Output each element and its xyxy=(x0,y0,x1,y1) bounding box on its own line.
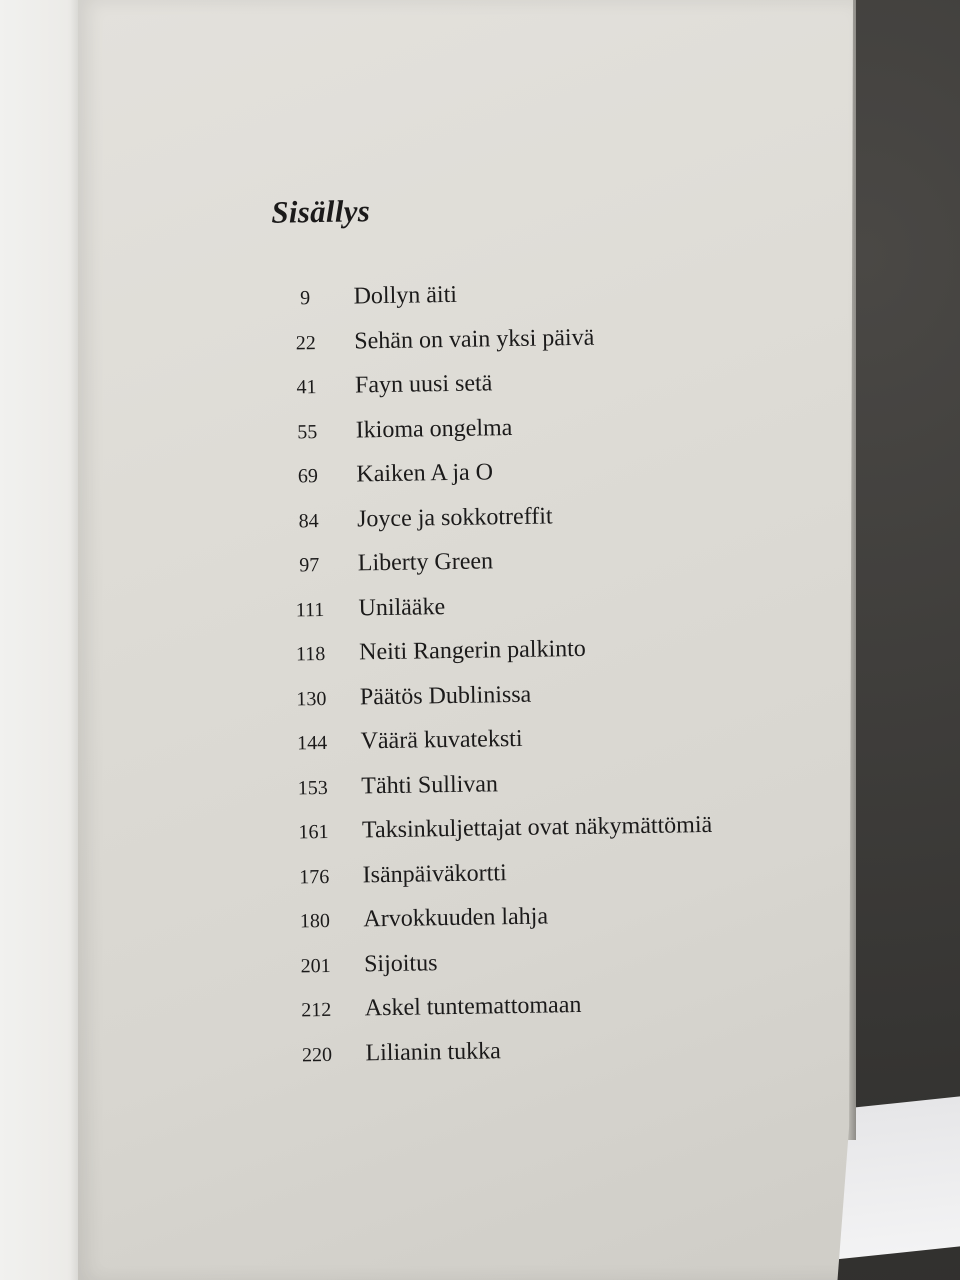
page-number: 111 xyxy=(295,598,325,621)
page-number: 153 xyxy=(297,776,328,799)
toc-list xyxy=(256,277,789,1086)
toc-entry xyxy=(268,1033,789,1086)
page-number: 84 xyxy=(298,509,319,532)
chapter-title: Arvokkuuden lahja xyxy=(363,903,549,933)
page-number: 201 xyxy=(300,954,331,977)
chapter-title: Väärä kuvateksti xyxy=(360,725,523,755)
chapter-title: Kaiken A ja O xyxy=(356,459,494,488)
chapter-title: Sijoitus xyxy=(363,949,438,977)
chapter-title: Unilääke xyxy=(358,593,446,621)
chapter-title: Dollyn äiti xyxy=(353,281,458,310)
contents-heading: Sisällys xyxy=(270,193,371,230)
chapter-title: Sehän on vain yksi päivä xyxy=(354,324,595,354)
page-number: 176 xyxy=(299,865,330,888)
page-number: 220 xyxy=(301,1043,333,1066)
chapter-title: Liberty Green xyxy=(357,548,494,577)
page-number: 9 xyxy=(299,287,311,310)
chapter-title: Tähti Sullivan xyxy=(361,770,499,799)
page-number: 180 xyxy=(299,909,331,933)
page-number: 22 xyxy=(295,331,316,354)
chapter-title: Päätös Dublinissa xyxy=(359,681,532,710)
table-of-contents xyxy=(255,187,789,1086)
chapter-title: Isänpäiväkortti xyxy=(362,859,507,888)
page-number: 212 xyxy=(301,998,332,1022)
chapter-title: Askel tuntemattomaan xyxy=(364,991,582,1022)
page-number: 41 xyxy=(296,376,317,399)
page-number: 161 xyxy=(298,820,329,844)
page-number: 69 xyxy=(297,465,319,488)
chapter-title: Ikioma ongelma xyxy=(355,414,513,443)
page-number: 130 xyxy=(296,687,327,710)
page-number: 55 xyxy=(297,420,318,443)
chapter-title: Taksinkuljettajat ovat näkymättömiä xyxy=(361,811,713,844)
page-number: 144 xyxy=(296,731,328,755)
chapter-title: Neiti Rangerin palkinto xyxy=(358,635,586,666)
chapter-title: Lilianin tukka xyxy=(365,1037,501,1066)
page-number: 97 xyxy=(299,554,320,577)
page-number: 118 xyxy=(295,642,326,666)
chapter-title: Joyce ja sokkotreffit xyxy=(356,502,553,532)
chapter-title: Fayn uusi setä xyxy=(354,370,493,399)
